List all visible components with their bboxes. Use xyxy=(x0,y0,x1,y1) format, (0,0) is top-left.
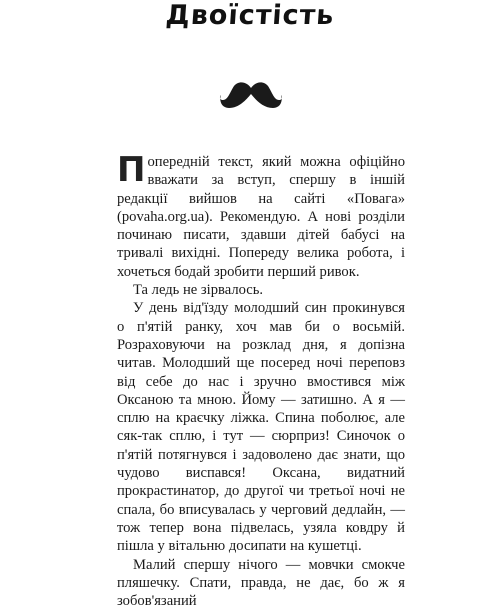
paragraph-4: Малий спершу нічого — мовчки смокче пляшечку. Спати, правда, не дає, бо ж я зобов'язаний xyxy=(117,556,405,610)
mustache-icon xyxy=(219,78,283,112)
paragraph-3: У день від'їзду молодший син прокинувся о п'ятій ранку, хоч мав би о восьмій. Розраховуючи на розклад дня, я допізна читав. Молодший ще посеред ночі переповз від себе до нас і зручно вмостився між Оксаною та мною. Йому — затишно. А я — сплю на краєчку ліжка. Спина поболює, але сяк-так сплю, і тут — сюрприз! Синочок о п'ятій потягнувся і задоволено дає знати, що чудово виспався! Оксана, видатний прокрастинатор, до другої чи третьої ночі не спала, бо вписувалась у черговий дедлайн, — тож тепер вона підвелась, узяла ковдру й пішла у вітальню досипати на кушетці. xyxy=(117,300,405,555)
body-text xyxy=(117,150,405,610)
drop-cap: П xyxy=(117,150,146,190)
paragraph-2: Та ледь не зірвалось. xyxy=(133,282,264,299)
paragraph-1 xyxy=(117,150,405,281)
chapter-title: Двоїстість xyxy=(164,0,336,31)
paragraph-1-text: опередній текст, який можна офіційно вважати за вступ, спершу в іншій редакції вийшов на сайті «Повага» (povaha.org.ua). Рекомендую. А нові розділи починаю писати, здавши дітей бабусі на тривалі вихідні. Попереду велика робота, і хочеться бодай зробити перший ривок. xyxy=(117,154,405,280)
